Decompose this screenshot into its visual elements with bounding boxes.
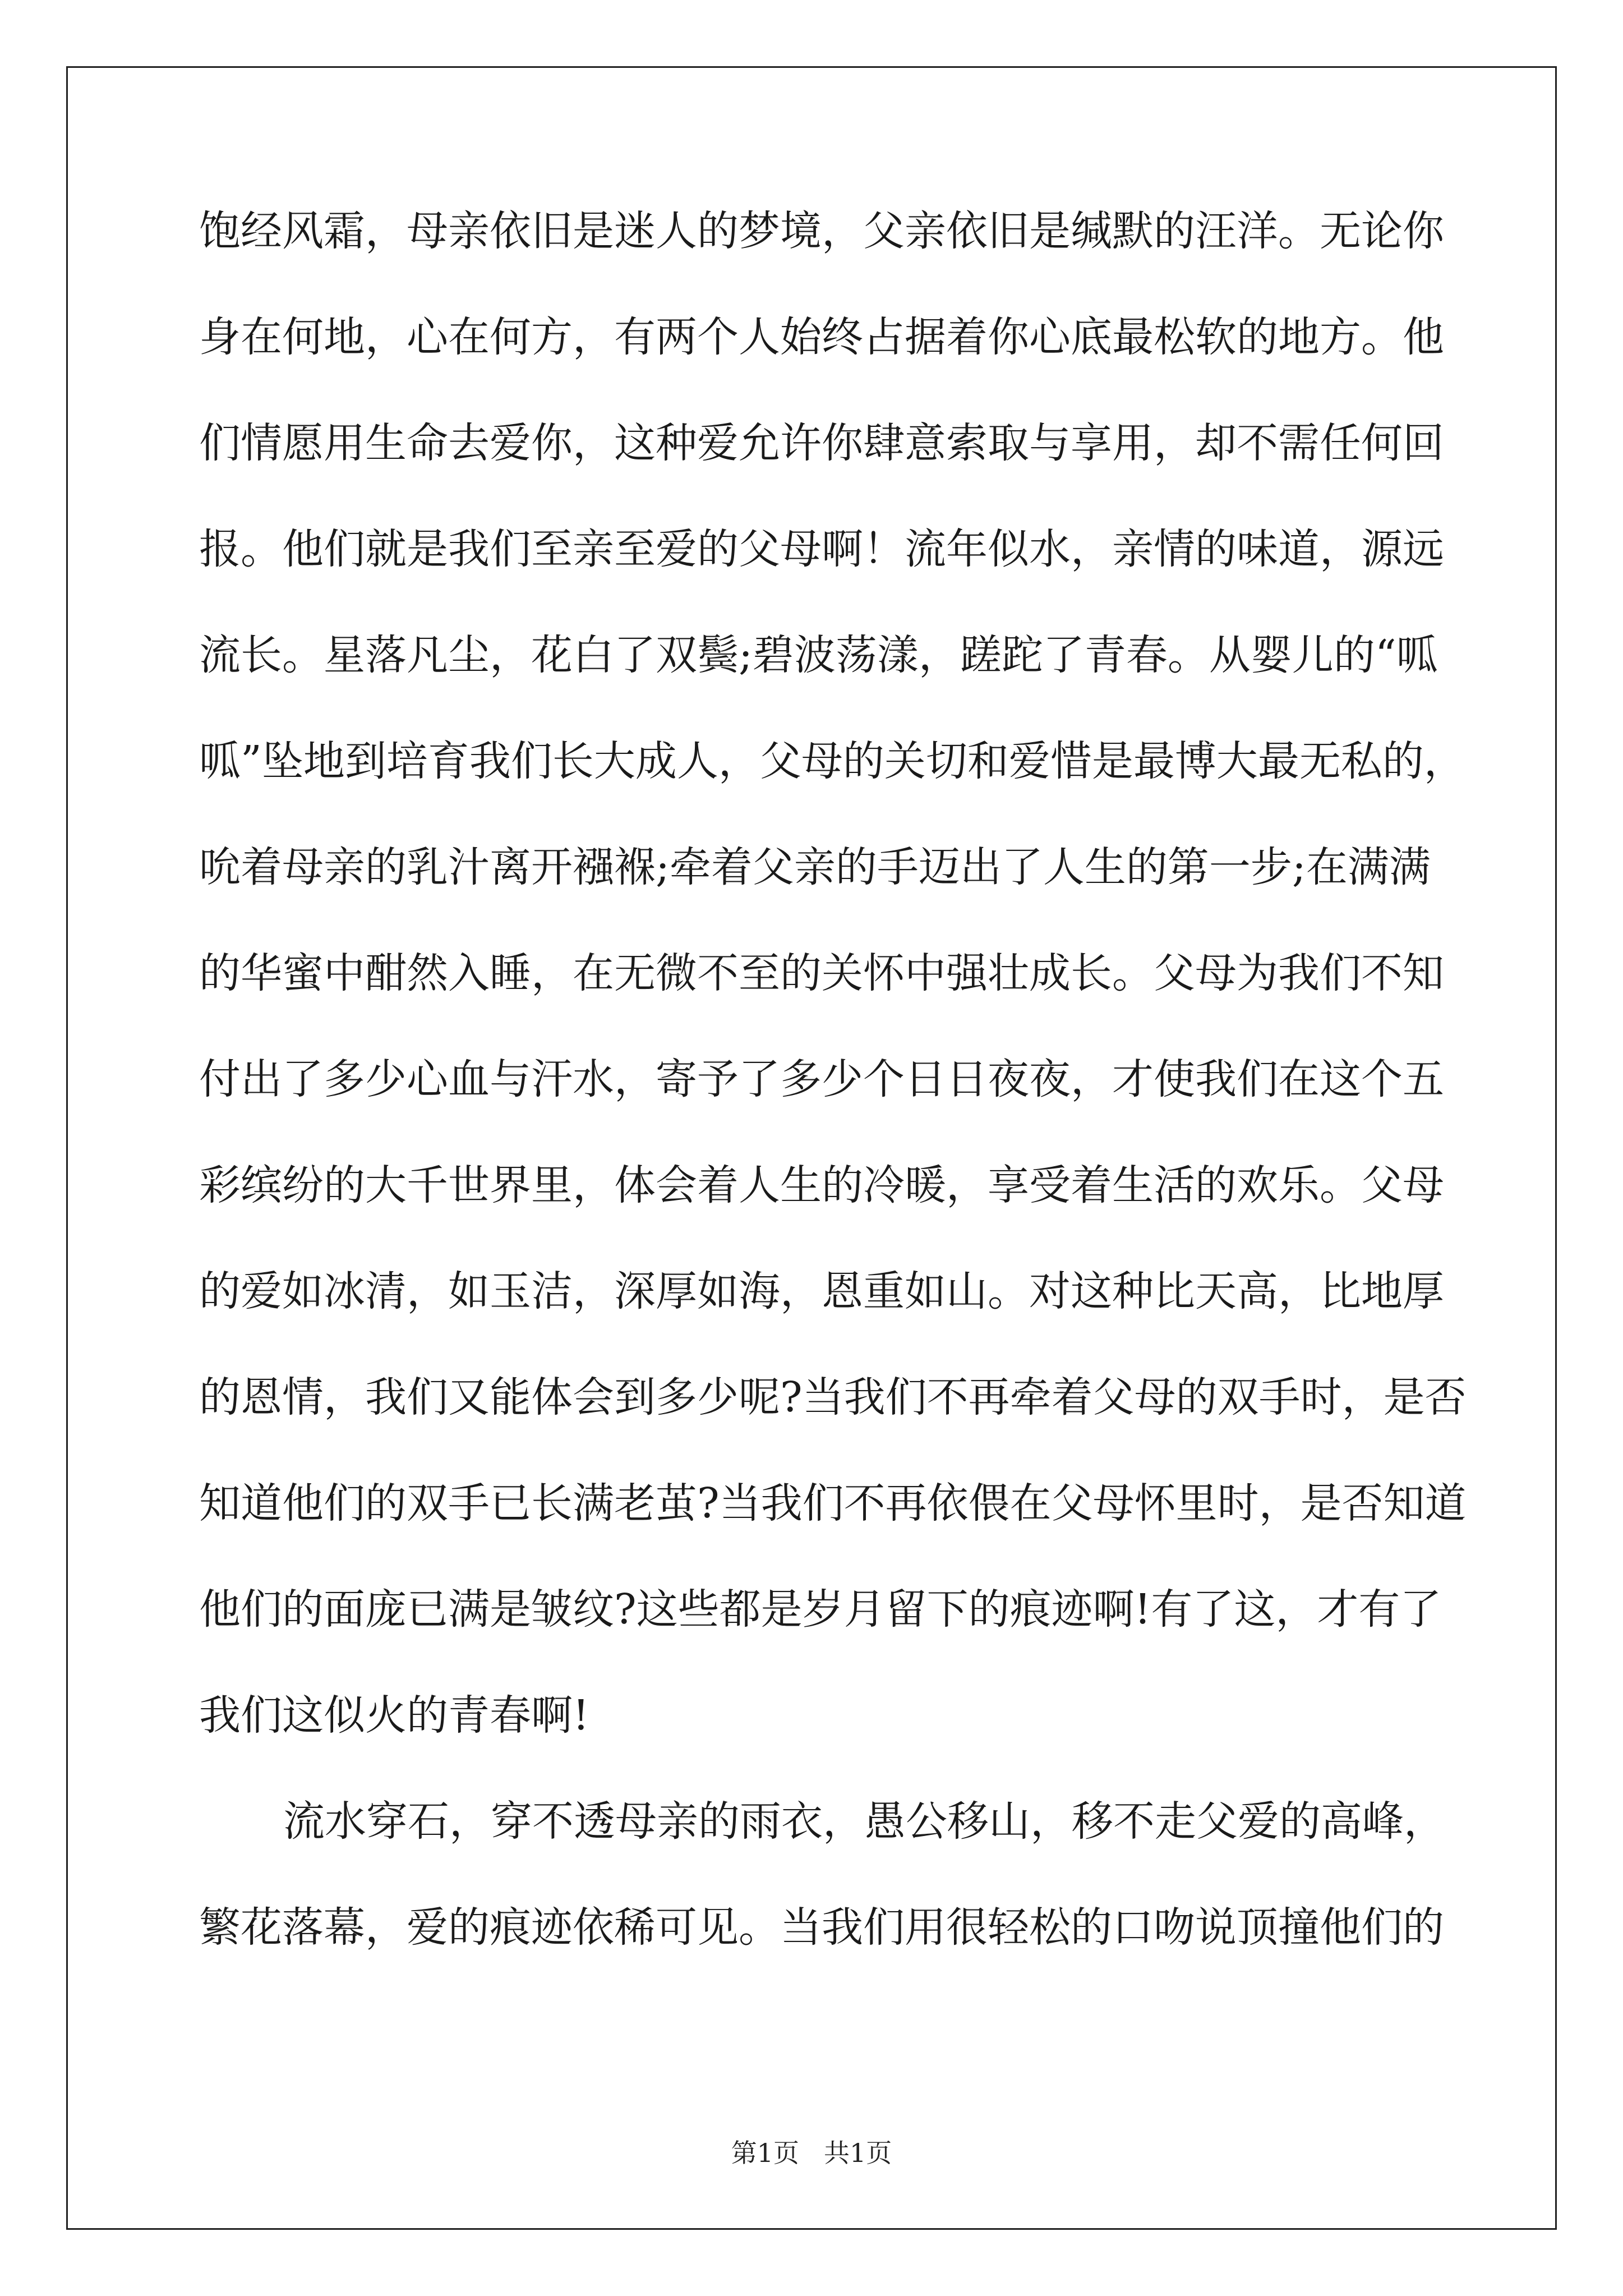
- text-line: 彩缤纷的大千世界里，体会着人生的冷暖，享受着生活的欢乐。父母: [199, 1161, 1444, 1209]
- text-line: 流长。星落凡尘，花白了双鬓;碧波荡漾，蹉跎了青春。从婴儿的“呱: [199, 631, 1438, 679]
- footer-spacer: [799, 2138, 824, 2168]
- page-number: 第1页: [731, 2138, 800, 2168]
- text-line: 繁花落幕，爱的痕迹依稀可见。当我们用很轻松的口吻说顶撞他们的: [199, 1903, 1444, 1952]
- text-line: 报。他们就是我们至亲至爱的父母啊！流年似水，亲情的味道，源远: [199, 525, 1444, 573]
- text-line: 身在何地，心在何方，有两个人始终占据着你心底最松软的地方。他: [199, 313, 1444, 361]
- page-footer: [0, 2138, 1623, 2168]
- text-line: 吮着母亲的乳汁离开襁褓;牵着父亲的手迈出了人生的第一步;在满满: [199, 843, 1431, 891]
- text-line: 付出了多少心血与汗水，寄予了多少个日日夜夜，才使我们在这个五: [199, 1055, 1444, 1103]
- text-line: 呱”坠地到培育我们长大成人，父母的关切和爱惜是最博大最无私的，: [199, 737, 1465, 785]
- text-line: 他们的面庞已满是皱纹?这些都是岁月留下的痕迹啊!有了这，才有了: [199, 1585, 1442, 1634]
- text-line: 的恩情，我们又能体会到多少呢?当我们不再牵着父母的双手时，是否: [199, 1373, 1467, 1421]
- text-line: 的华蜜中酣然入睡，在无微不至的关怀中强壮成长。父母为我们不知: [199, 949, 1444, 997]
- page-total: 共1页: [823, 2138, 892, 2168]
- text-line: 我们这似火的青春啊!: [199, 1691, 589, 1740]
- paragraph-start-line: 流水穿石，穿不透母亲的雨衣，愚公移山，移不走父爱的高峰，: [283, 1797, 1445, 1846]
- text-line: 们情愿用生命去爱你，这种爱允许你肆意索取与享用，却不需任何回: [199, 419, 1444, 467]
- text-line: 饱经风霜，母亲依旧是迷人的梦境，父亲依旧是缄默的汪洋。无论你: [199, 207, 1444, 255]
- text-line: 的爱如冰清，如玉洁，深厚如海，恩重如山。对这种比天高，比地厚: [199, 1267, 1444, 1315]
- document-body: [199, 207, 1467, 2011]
- text-line: 知道他们的双手已长满老茧?当我们不再依偎在父母怀里时，是否知道: [199, 1479, 1467, 1527]
